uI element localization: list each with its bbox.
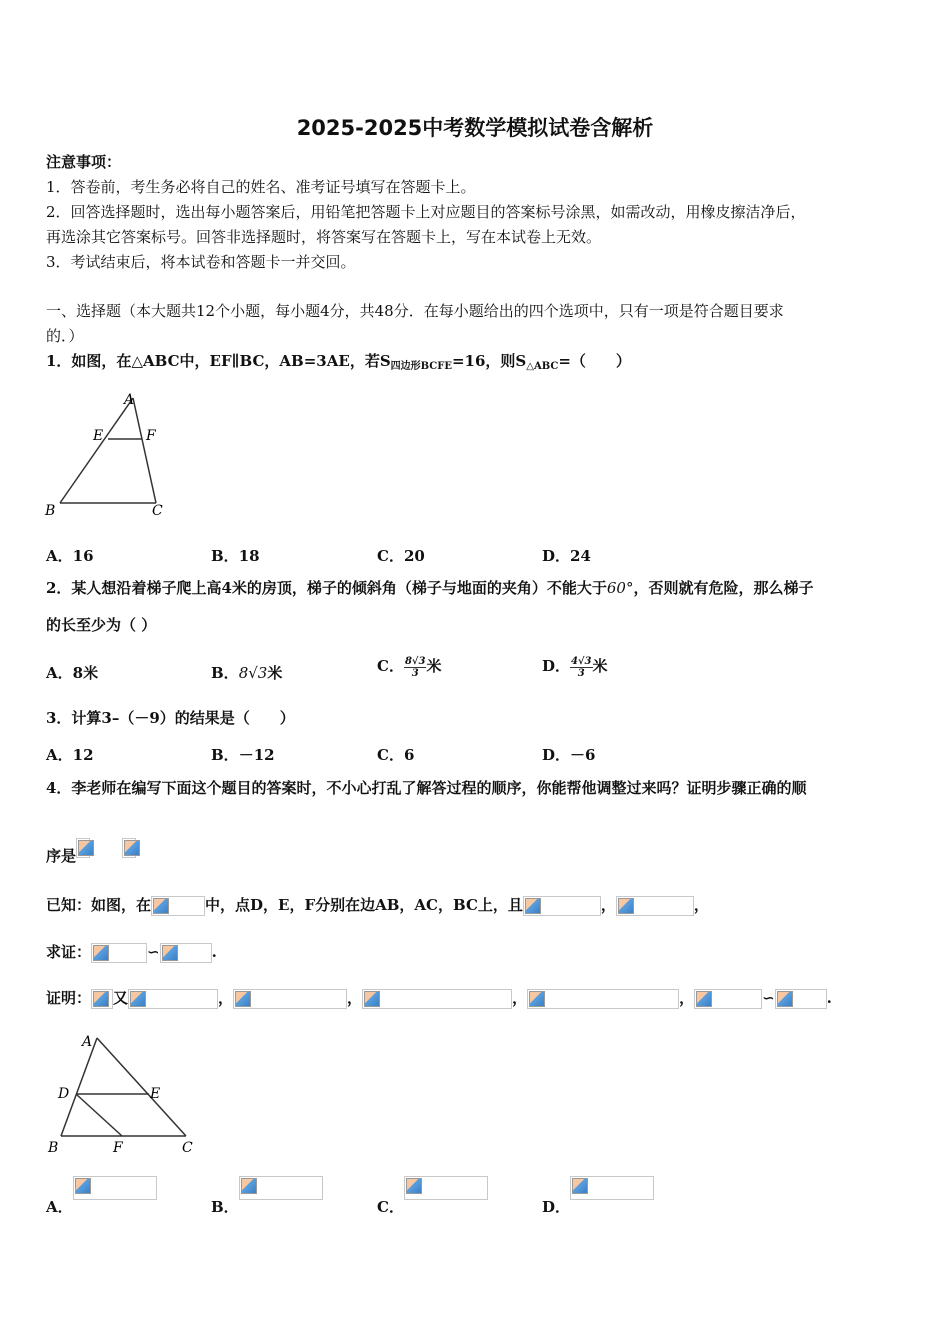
notice-heading: 注意事项：	[46, 153, 122, 171]
q1-option-d[interactable]: D．24	[542, 547, 591, 565]
q4-option-d[interactable]: D．	[542, 1176, 654, 1217]
notice-item-2-cont: 再选涂其它答案标号。回答非选择题时，将答案写在答题卡上，写在本试卷上无效。	[46, 228, 602, 246]
broken-image-icon	[362, 989, 512, 1009]
label-e: E	[93, 428, 104, 444]
label-c: C	[182, 1140, 193, 1156]
question-4-figure	[40, 1030, 210, 1160]
notice-item-2: 2．回答选择题时，选出每小题答案后，用铅笔把答题卡上对应题目的答案标号涂黑，如需改动，用橡皮擦洁净后，	[46, 203, 806, 221]
question-4-prove: 求证： ∽ .	[46, 943, 217, 961]
label-c: C	[152, 503, 163, 519]
question-2-text-cont: 的长至少为（ ）	[46, 616, 157, 634]
notice-item-3: 3．考试结束后，将本试卷和答题卡一并交回。	[46, 253, 356, 271]
q3-option-d[interactable]: D．－6	[542, 746, 596, 764]
question-4-text: 4．李老师在编写下面这个题目的答案时，不小心打乱了解答过程的顺序，你能帮他调整过来吗？证明步骤正确的顺	[46, 779, 807, 797]
label-f: F	[146, 428, 156, 444]
broken-image-icon	[73, 1176, 157, 1200]
q3-option-b[interactable]: B．－12	[211, 746, 275, 764]
label-e: E	[150, 1086, 161, 1102]
label-a: A	[82, 1034, 93, 1050]
q4-option-c[interactable]: C．	[377, 1176, 488, 1217]
q3-option-a[interactable]: A．12	[46, 746, 94, 764]
page-title: 2025-2025中考数学模拟试卷含解析	[296, 116, 654, 140]
broken-image-icon	[91, 989, 113, 1009]
broken-image-icon	[239, 1176, 323, 1200]
broken-image-icon	[160, 943, 212, 963]
q1-option-a[interactable]: A．16	[46, 547, 94, 565]
q2-option-a[interactable]: A．8米	[46, 664, 99, 682]
broken-image-icon	[616, 896, 694, 916]
angle-value: 60°	[606, 579, 634, 597]
section-heading-line1: 一、选择题（本大题共12个小题，每小题4分，共48分．在每小题给出的四个选项中，只有一项是符合题目要求	[46, 302, 784, 320]
q1-option-c[interactable]: C．20	[377, 547, 425, 565]
q4-option-b[interactable]: B．	[211, 1176, 323, 1217]
section-heading-line2: 的．）	[46, 327, 84, 345]
label-d: D	[58, 1086, 70, 1102]
label-f: F	[113, 1140, 123, 1156]
broken-image-icon	[233, 989, 347, 1009]
broken-image-icon	[76, 838, 90, 858]
question-4-given: 已知：如图，在 中，点D，E，F分别在边AB，AC，BC上，且 ， ，	[46, 896, 709, 914]
broken-image-icon	[570, 1176, 654, 1200]
broken-image-icon	[151, 896, 205, 916]
question-2-text: 2．某人想沿着梯子爬上高4米的房顶，梯子的倾斜角（梯子与地面的夹角）不能大于60°，否则就有危险，那么梯子	[46, 579, 814, 597]
q2-option-d[interactable]: D． $\frac{4√3}{3}$米	[542, 655, 608, 679]
question-1-figure	[40, 388, 180, 523]
question-3-text: 3．计算3–（－9）的结果是（ ）	[46, 709, 295, 727]
label-b: B	[48, 1140, 59, 1156]
question-1-text: 1．如图，在△ABC中，EF∥BC，AB=3AE，若$S_{四边形BCFE}=16$，则$S_{\triangle ABC}=$（ ）	[46, 352, 631, 372]
q3-option-c[interactable]: C．6	[377, 746, 415, 764]
q1-option-b[interactable]: B．18	[211, 547, 260, 565]
broken-image-icon	[122, 838, 136, 858]
broken-image-icon	[404, 1176, 488, 1200]
broken-image-icon	[775, 989, 827, 1009]
notice-item-1: 1．答卷前，考生务必将自己的姓名、准考证号填写在答题卡上。	[46, 178, 476, 196]
broken-image-icon	[527, 989, 679, 1009]
broken-image-icon	[523, 896, 601, 916]
label-a: A	[124, 392, 135, 408]
broken-image-icon	[694, 989, 762, 1009]
label-b: B	[45, 503, 56, 519]
q4-option-a[interactable]: A．	[46, 1176, 157, 1217]
question-4-proof: 证明： 又 ， ， ， ， ∽ .	[46, 989, 832, 1007]
broken-image-icon	[91, 943, 147, 963]
broken-image-icon	[128, 989, 218, 1009]
q2-option-c[interactable]: C． $\frac{8√3}{3}$米	[377, 655, 442, 679]
question-4-order: 序是	[46, 838, 136, 866]
q2-option-b[interactable]: B．8√3米	[211, 664, 283, 682]
